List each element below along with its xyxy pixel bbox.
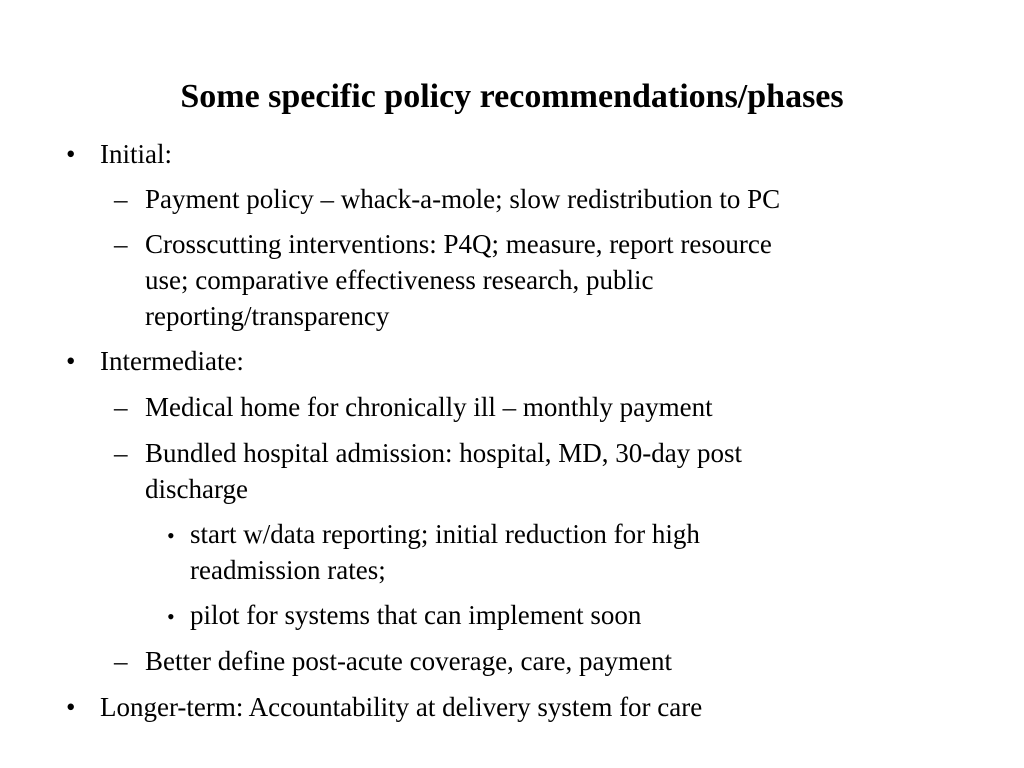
- bullet-text-line: reporting/transparency: [145, 301, 390, 331]
- bullet-text-line: Medical home for chronically ill – monthly payment: [145, 392, 713, 422]
- bullet-marker: •: [66, 346, 76, 376]
- dash-marker: –: [114, 392, 128, 422]
- slide-title: Some specific policy recommendations/phases: [180, 78, 844, 115]
- dash-marker: –: [114, 646, 128, 676]
- dash-marker: –: [114, 438, 128, 468]
- bullet-text-line: Bundled hospital admission: hospital, MD, 30-day post: [145, 438, 742, 468]
- bullet-text-line: Initial:: [100, 139, 172, 169]
- dash-marker: –: [114, 184, 128, 214]
- bullet-text-line: readmission rates;: [190, 555, 386, 585]
- bullet-text-line: pilot for systems that can implement soon: [190, 600, 642, 630]
- dash-marker: –: [114, 229, 128, 259]
- bullet-text-line: Longer-term: Accountability at delivery system for care: [100, 692, 703, 722]
- bullet-text-line: use; comparative effectiveness research, public: [145, 265, 654, 295]
- bullet-text-line: discharge: [145, 474, 248, 504]
- bullet-marker: •: [66, 139, 76, 169]
- bullet-text-line: Payment policy – whack-a-mole; slow redistribution to PC: [145, 184, 781, 214]
- bullet-marker: •: [167, 604, 175, 629]
- bullet-text-line: Intermediate:: [100, 346, 244, 376]
- bullet-marker: •: [167, 523, 175, 548]
- bullet-text-line: Crosscutting interventions: P4Q; measure, report resource: [145, 229, 772, 259]
- bullet-marker: •: [66, 692, 76, 722]
- bullet-text-line: start w/data reporting; initial reduction for high: [190, 519, 700, 549]
- bullet-text-line: Better define post-acute coverage, care, payment: [145, 646, 672, 676]
